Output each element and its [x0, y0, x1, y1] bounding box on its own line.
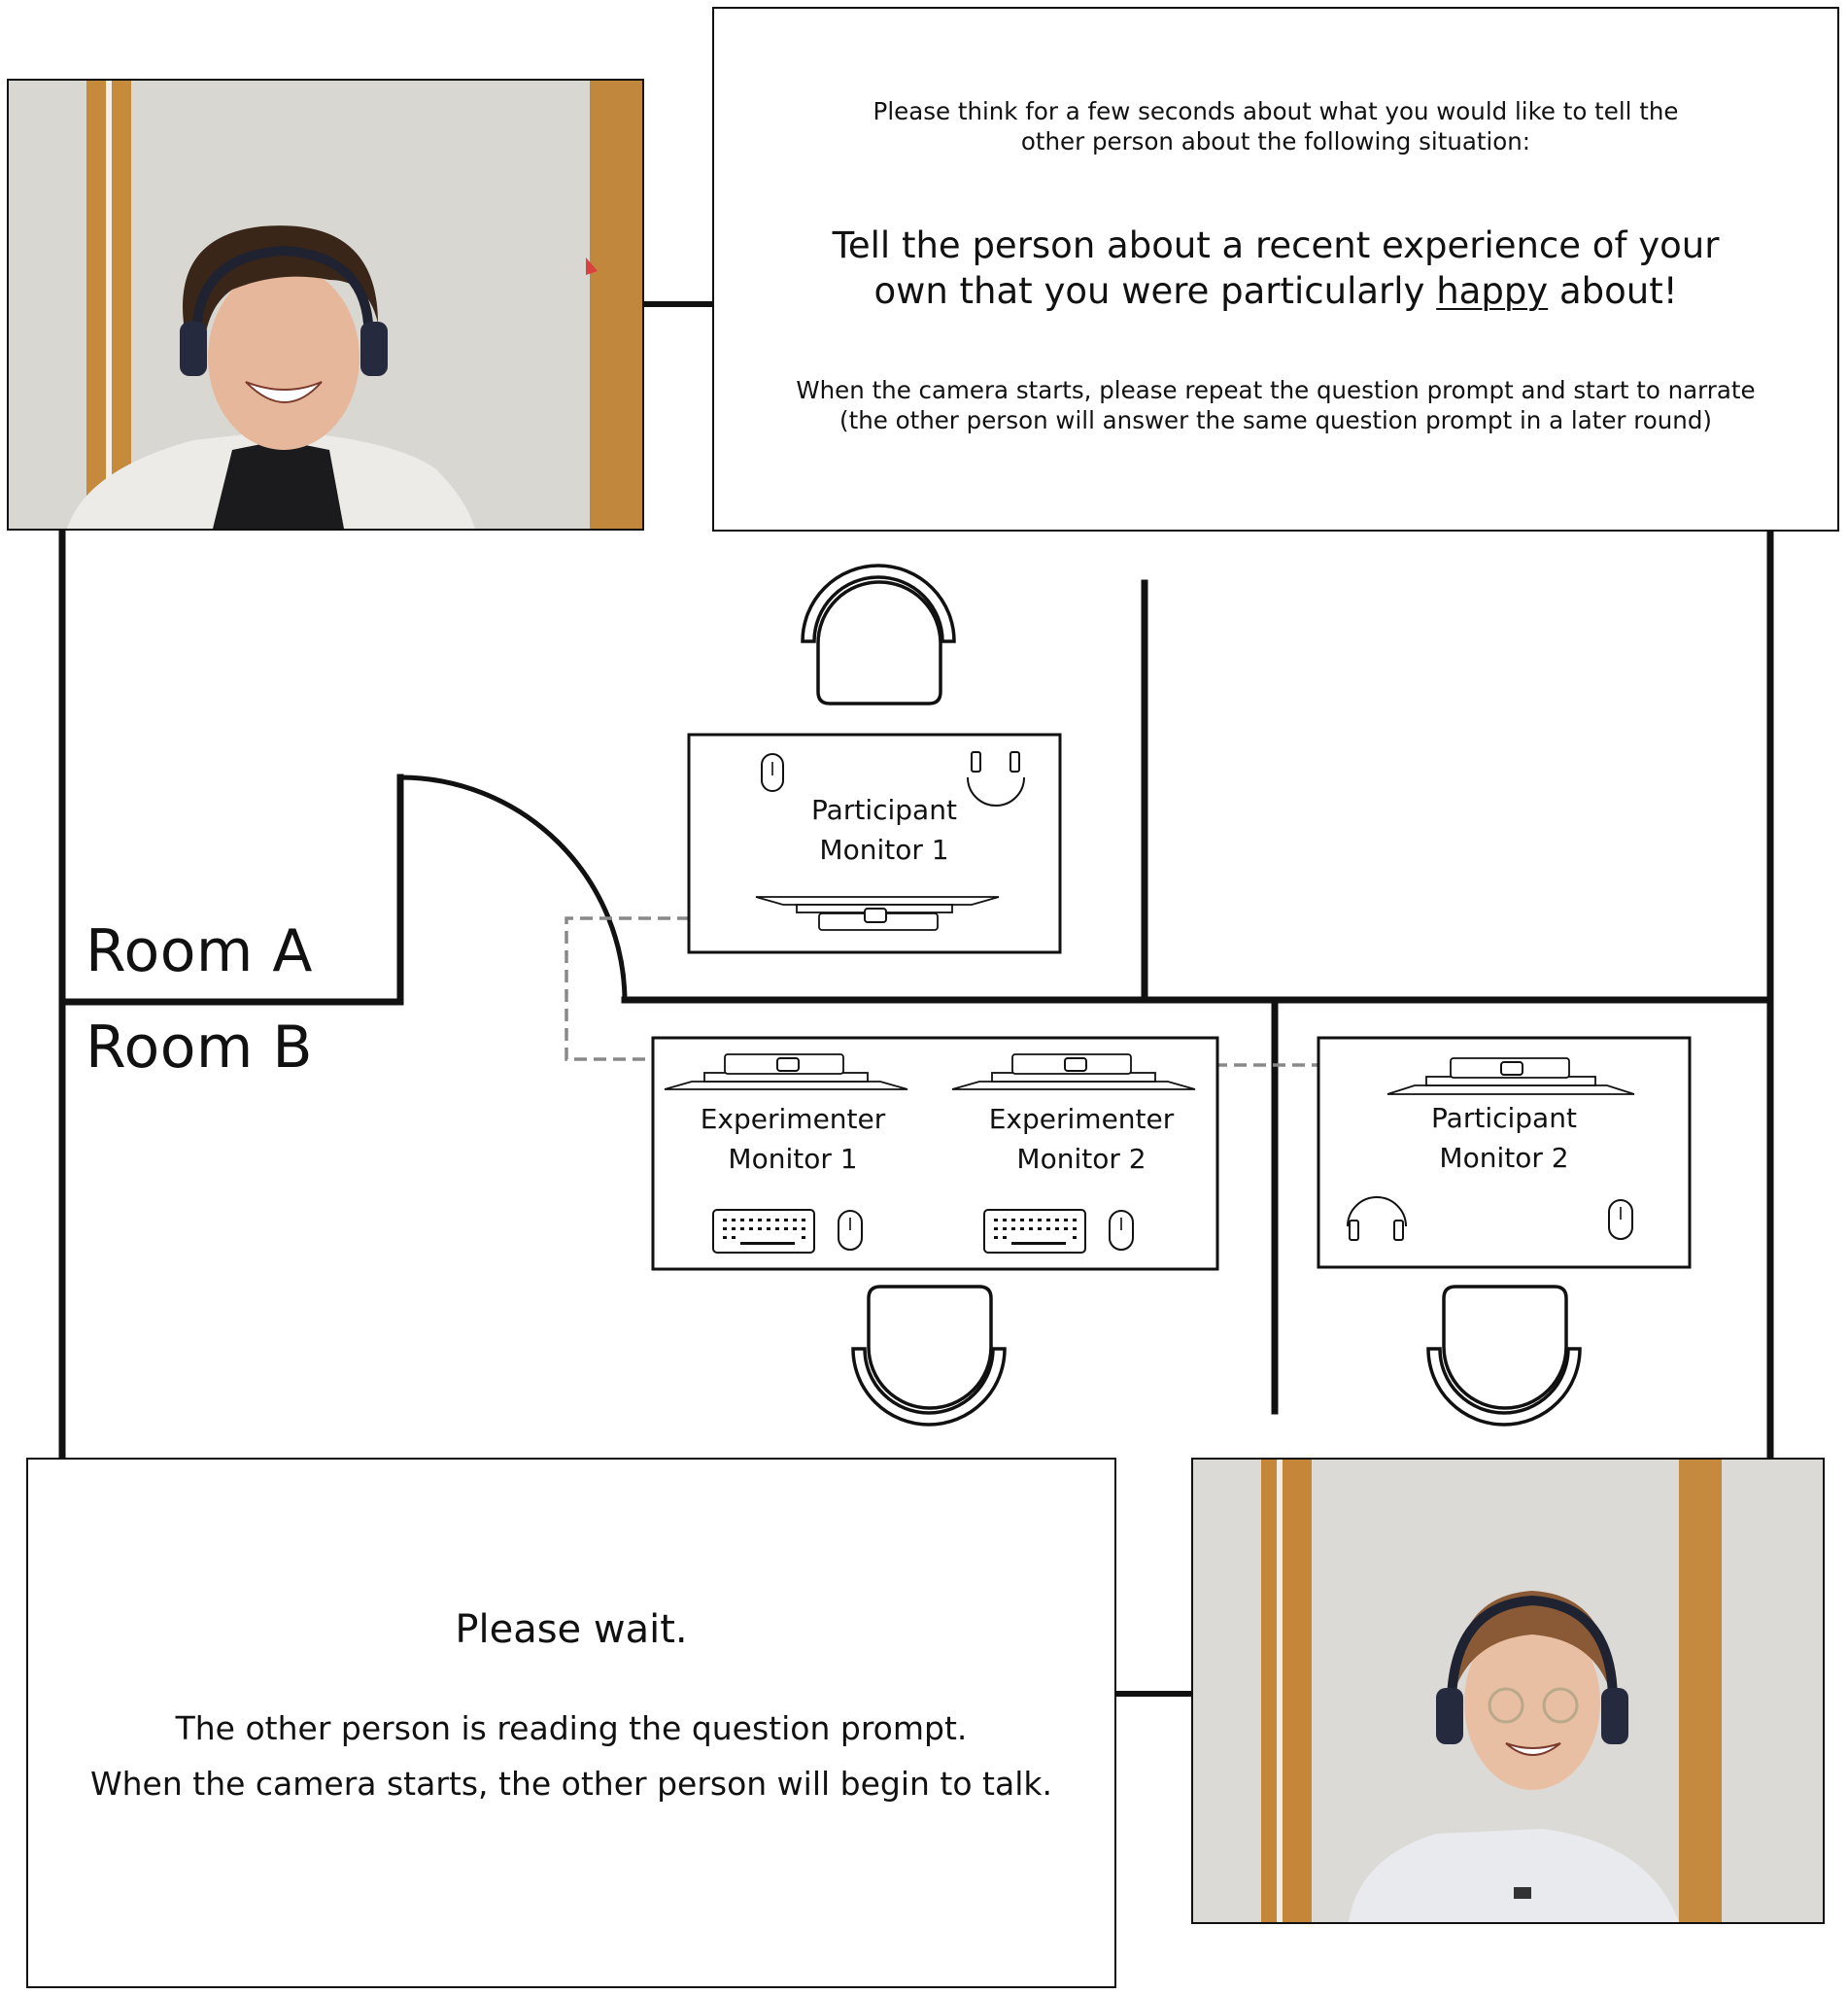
wait-line-2: When the camera starts, the other person will begin to talk. [90, 1765, 1052, 1803]
prompt-screen [712, 7, 1839, 532]
experimenter-monitor-2-label-line1: Experimenter [988, 1103, 1175, 1135]
participant-monitor-1-label-line1: Participant [811, 794, 957, 826]
prompt-intro: Please think for a few seconds about what you would like to tell the other person about the following situation: [873, 97, 1679, 155]
wait-title: Please wait. [455, 1607, 688, 1652]
prompt-question [831, 223, 1721, 314]
prompt-instruction-1: When the camera starts, please repeat the question prompt and start to narrate [796, 376, 1756, 404]
experimenter-monitor-2-label-line2: Monitor 2 [1016, 1143, 1146, 1175]
desk-participant-2 [1318, 1038, 1690, 1267]
keyboard-icon [713, 1210, 814, 1253]
desk-experimenter [653, 1038, 1217, 1269]
door-swing-arc [400, 777, 625, 1000]
experimenter-monitor-1-label-line2: Monitor 1 [728, 1143, 858, 1175]
chair-participant-2 [1428, 1287, 1580, 1425]
chair-experimenter [853, 1287, 1005, 1425]
keyboard-icon [984, 1210, 1085, 1253]
participant-2-photo [1193, 1460, 1823, 1922]
participant-monitor-1-label-line2: Monitor 1 [819, 834, 949, 866]
mouse-icon [1110, 1211, 1133, 1250]
participant-monitor-2-label-line2: Monitor 2 [1439, 1142, 1569, 1174]
room-b-label: Room B [86, 1014, 314, 1082]
chair-participant-1 [803, 566, 954, 704]
prompt-question-emphasis: happy [1436, 270, 1549, 312]
prompt-question-tail: about! [1548, 270, 1678, 312]
prompt-question-text: Tell the person about a recent experience of your own that you were particularly [832, 224, 1720, 312]
webcam-participant-2 [1191, 1458, 1825, 1924]
mouse-icon [762, 754, 783, 791]
prompt-instruction-2: (the other person will answer the same question prompt in a later round) [839, 406, 1712, 434]
webcam-participant-1 [7, 79, 644, 531]
wait-screen [26, 1458, 1116, 1988]
wait-line-1: The other person is reading the question prompt. [175, 1709, 968, 1747]
participant-1-photo [9, 81, 642, 529]
participant-monitor-2-label-line1: Participant [1431, 1102, 1577, 1134]
mouse-icon [838, 1211, 862, 1250]
mouse-icon [1609, 1200, 1632, 1239]
desk-participant-1 [689, 735, 1060, 952]
experimenter-monitor-1-label-line1: Experimenter [700, 1103, 886, 1135]
room-a-label: Room A [86, 917, 313, 985]
